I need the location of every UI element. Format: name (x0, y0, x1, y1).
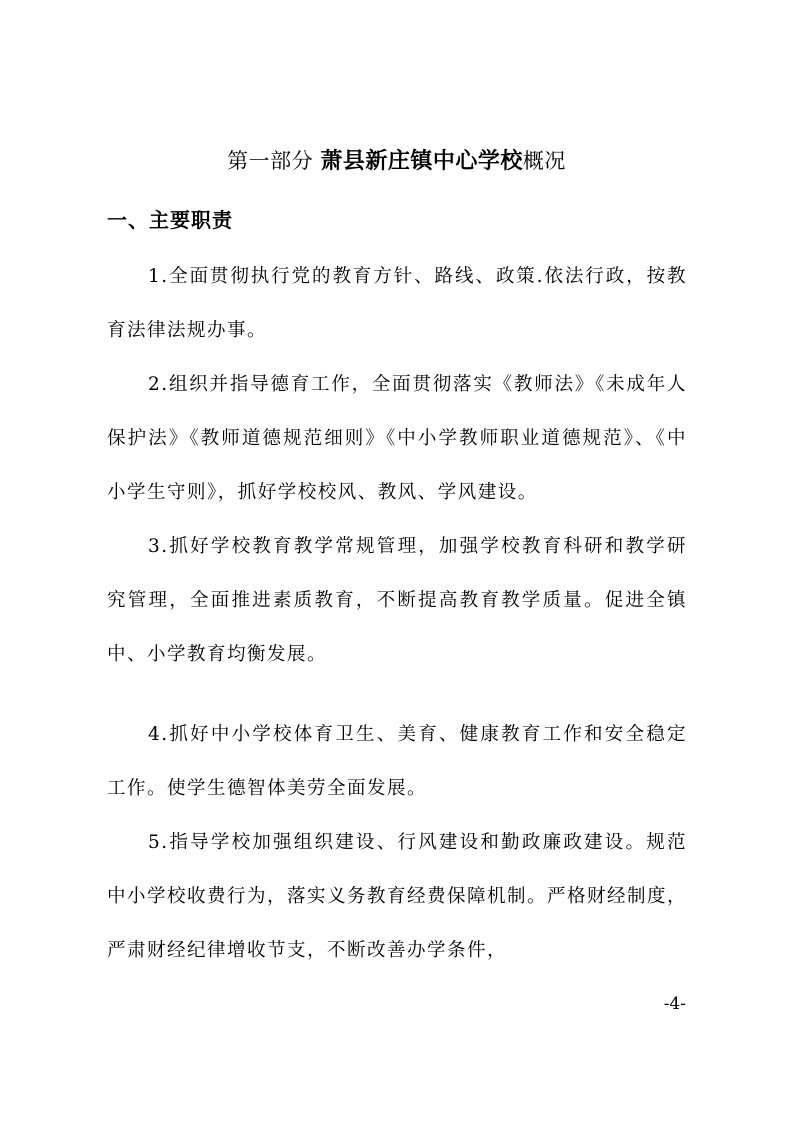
paragraph-3: 3.抓好学校教育教学常规管理，加强学校教育科研和教学研究管理，全面推进素质教育，不断提高教育教学质量。促进全镇中、小学教育均衡发展。 (107, 536, 687, 665)
section-heading: 一、主要职责 (107, 208, 233, 232)
title-school-name: 萧县新庄镇中心学校 (320, 149, 523, 174)
page-number: -4- (663, 994, 686, 1014)
paragraph-2: 2.组织并指导德育工作，全面贯彻落实《教师法》《未成年人保护法》《教师道德规范细则》《中小学教师职业道德规范》、《中小学生守则》，抓好学校校风、教风、学风建设。 (107, 374, 687, 503)
paragraph-5: 5.指导学校加强组织建设、行风建设和勤政廉政建设。规范中小学校收费行为，落实义务教育经费保障机制。严格财经制度，严肃财经纪律增收节支，不断改善办学条件， (107, 832, 688, 961)
title-suffix: 概况 (522, 149, 566, 173)
paragraph-1: 1.全面贯彻执行党的教育方针、路线、政策.依法行政，按教育法律法规办事。 (107, 266, 687, 341)
page-title (0, 146, 793, 177)
paragraph-4: 4.抓好中小学校体育卫生、美育、健康教育工作和安全稳定工作。使学生德智体美劳全面发展。 (107, 724, 687, 799)
title-prefix: 第一部分 (227, 149, 314, 173)
